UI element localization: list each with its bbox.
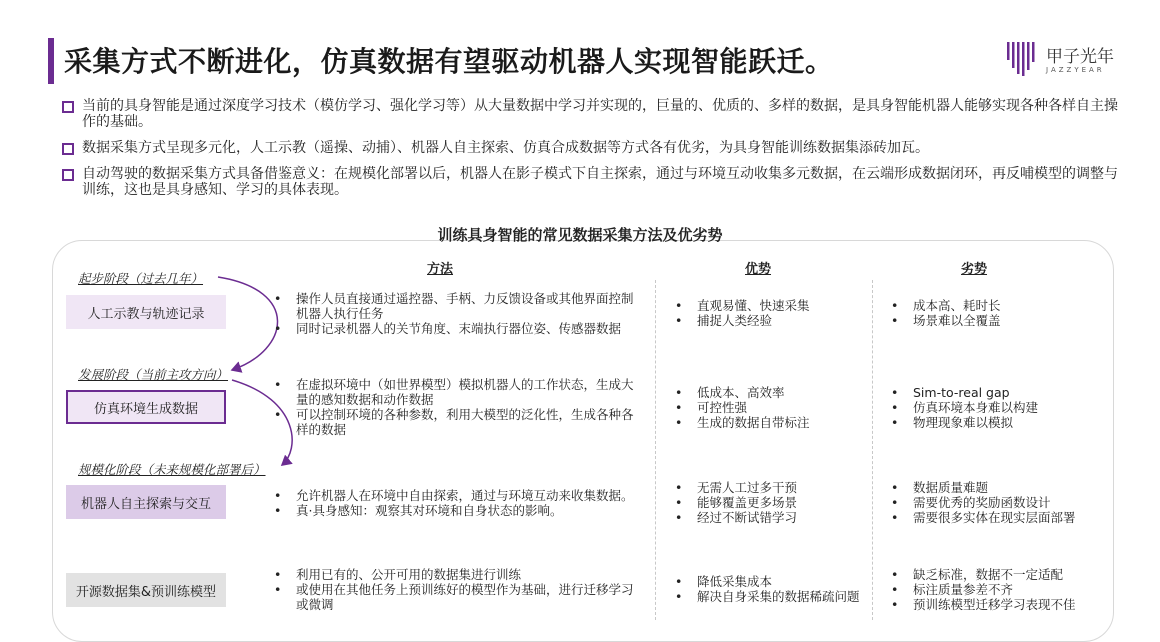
method-list	[274, 291, 634, 336]
logo-text-cn: 甲子光年	[1046, 47, 1114, 67]
list-item: • 低成本、高效率	[675, 385, 865, 400]
pros-list	[675, 574, 870, 604]
cons-list	[891, 480, 1101, 525]
intro-bullet-text: 数据采集方式呈现多元化，人工示教（遥操、动捕）、机器人自主探索、仿真合成数据等方式各有优劣，为具身智能训练数据集添砖加瓦。	[82, 140, 929, 156]
logo-mark-icon	[1006, 40, 1038, 76]
intro-bullet	[62, 140, 1122, 156]
intro-bullet	[62, 166, 1122, 198]
list-item: • 在虚拟环境中（如世界模型）模拟机器人的工作状态，生成大量的感知数据和动作数据	[274, 377, 634, 407]
list-item: • 数据质量难题	[891, 480, 1101, 495]
method-list	[274, 567, 634, 612]
cons-list	[891, 567, 1106, 612]
list-item: • 标注质量参差不齐	[891, 582, 1106, 597]
logo-text-en: JAZZYEAR	[1046, 66, 1105, 74]
list-item: • 操作人员直接通过遥控器、手柄、力反馈设备或其他界面控制机器人执行任务	[274, 291, 634, 321]
column-header-method: 方法	[427, 262, 454, 277]
intro-bullet-text: 当前的具身智能是通过深度学习技术（模仿学习、强化学习等）从大量数据中学习并实现的，巨量的、优质的、多样的数据，是具身智能机器人能够实现各种各样自主操作的基础。	[82, 98, 1118, 130]
square-bullet-icon	[62, 101, 74, 113]
list-item: • 可以控制环境的各种参数，利用大模型的泛化性，生成各种各样的数据	[274, 407, 634, 437]
list-item: • 可控性强	[675, 400, 865, 415]
intro-bullet	[62, 98, 1122, 130]
column-header-pros: 优势	[745, 262, 772, 277]
list-item: • 或使用在其他任务上预训练好的模型作为基础，进行迁移学习或微调	[274, 582, 634, 612]
method-box-teleop: 人工示教与轨迹记录	[66, 295, 226, 329]
list-item: • 预训练模型迁移学习表现不佳	[891, 597, 1106, 612]
list-item: • 场景难以全覆盖	[891, 313, 1101, 328]
square-bullet-icon	[62, 143, 74, 155]
square-bullet-icon	[62, 169, 74, 181]
pros-list	[675, 298, 865, 328]
title-accent-bar	[48, 38, 54, 84]
list-item: • 需要优秀的奖励函数设计	[891, 495, 1101, 510]
intro-bullets	[62, 98, 1122, 208]
stage-label-scale: 规模化阶段（未来规模化部署后）	[78, 462, 266, 477]
list-item: • 经过不断试错学习	[675, 510, 865, 525]
method-box-simulation: 仿真环境生成数据	[66, 390, 226, 424]
stage-label-start: 起步阶段（过去几年）	[78, 271, 204, 286]
list-item: • 需要很多实体在现实层面部署	[891, 510, 1101, 525]
list-item: • 捕捉人类经验	[675, 313, 865, 328]
pros-list	[675, 480, 865, 525]
list-item: • 仿真环境本身难以构建	[891, 400, 1101, 415]
page-title: 采集方式不断进化，仿真数据有望驱动机器人实现智能跃迁。	[64, 45, 834, 78]
column-divider	[655, 280, 656, 620]
brand-logo	[1006, 38, 1118, 82]
stage-label-develop: 发展阶段（当前主攻方向）	[78, 367, 229, 382]
method-box-autonomous: 机器人自主探索与交互	[66, 485, 226, 519]
pros-list	[675, 385, 865, 430]
method-list	[274, 377, 634, 437]
method-box-opensource: 开源数据集&预训练模型	[66, 573, 226, 607]
cons-list	[891, 298, 1101, 328]
list-item: • 成本高、耗时长	[891, 298, 1101, 313]
list-item: • 允许机器人在环境中自由探索，通过与环境互动来收集数据。	[274, 488, 644, 503]
list-item: • 解决自身采集的数据稀疏问题	[675, 589, 870, 604]
list-item: • 真·具身感知：观察其对环境和自身状态的影响。	[274, 503, 644, 518]
intro-bullet-text: 自动驾驶的数据采集方式具备借鉴意义：在规模化部署以后，机器人在影子模式下自主探索，通过与环境互动收集多元数据，在云端形成数据闭环，再反哺模型的调整与训练，这也是具身感知、学习的具体表现。	[82, 166, 1118, 198]
list-item: • 同时记录机器人的关节角度、末端执行器位姿、传感器数据	[274, 321, 634, 336]
list-item: • 缺乏标准，数据不一定适配	[891, 567, 1106, 582]
list-item: • Sim-to-real gap	[891, 385, 1101, 400]
list-item: • 能够覆盖更多场景	[675, 495, 865, 510]
column-divider	[872, 280, 873, 620]
comparison-title: 训练具身智能的常见数据采集方法及优劣势	[437, 226, 723, 244]
list-item: • 降低采集成本	[675, 574, 870, 589]
cons-list	[891, 385, 1101, 430]
list-item: • 生成的数据自带标注	[675, 415, 865, 430]
method-list	[274, 488, 644, 518]
list-item: • 直观易懂、快速采集	[675, 298, 865, 313]
list-item: • 物理现象难以模拟	[891, 415, 1101, 430]
column-header-cons: 劣势	[961, 262, 988, 277]
list-item: • 利用已有的、公开可用的数据集进行训练	[274, 567, 634, 582]
list-item: • 无需人工过多干预	[675, 480, 865, 495]
